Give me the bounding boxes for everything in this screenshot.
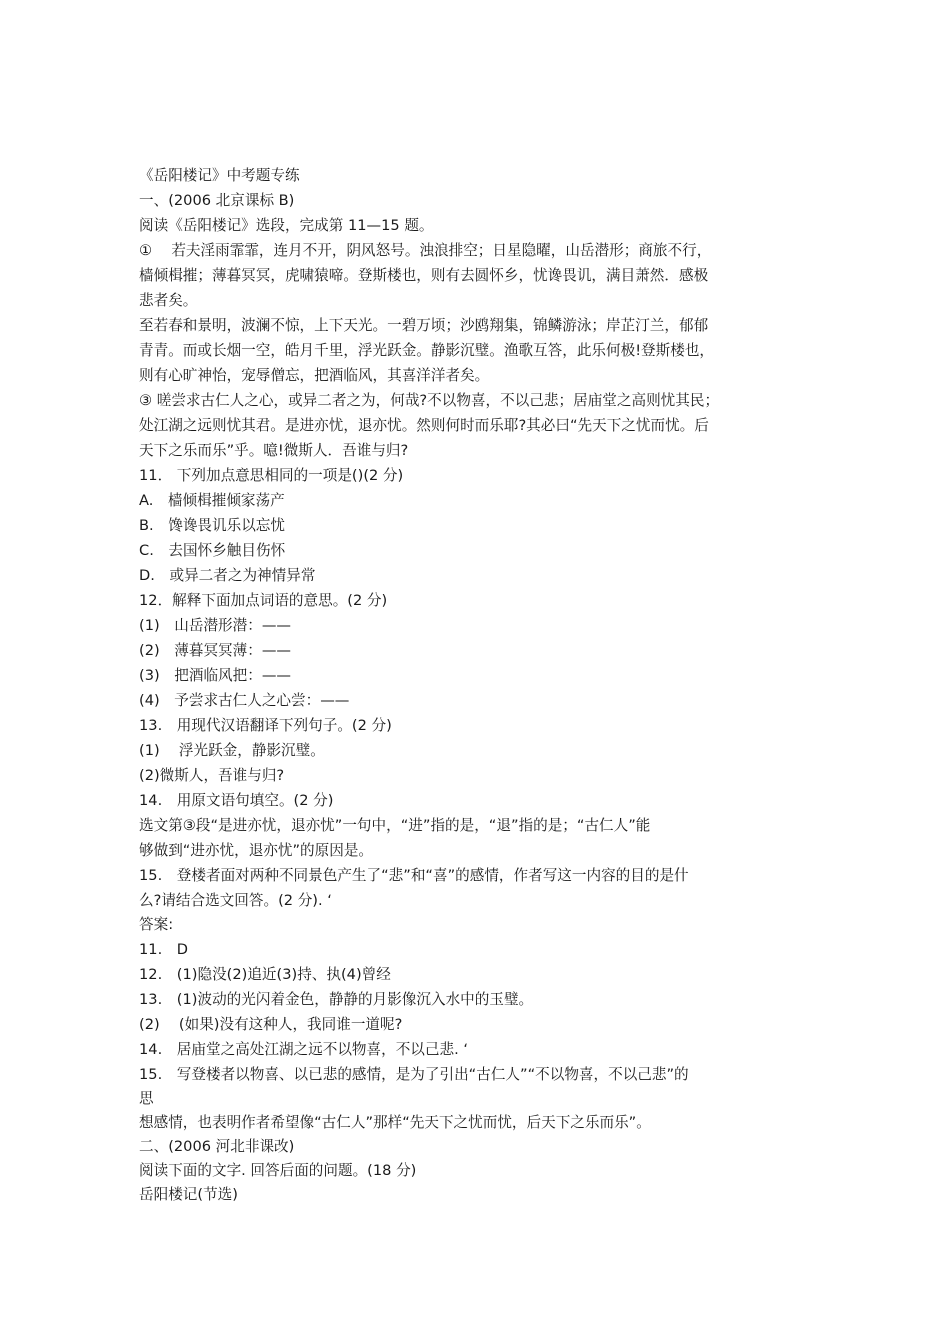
answer-12: 12. (1)隐没(2)追近(3)持、执(4)曾经 — [139, 966, 391, 983]
passage-line: 悲者矣。 — [139, 292, 198, 309]
option-d: D. 或异二者之为神情异常 — [139, 567, 316, 584]
section-heading: 一、(2006 北京课标 B) — [139, 192, 295, 209]
question-13-item: (1) 浮光跃金，静影沉璧。 — [139, 742, 325, 759]
question-15: 么?请结合选文回答。(2 分). ‘ — [139, 892, 332, 909]
passage-line: 至若春和景明，波澜不惊，上下天光。一碧万顷；沙鸥翔集，锦鳞游泳；岸芷汀兰，郁郁 — [139, 317, 709, 334]
option-b: B. 馋谗畏讥乐以忘忧 — [139, 517, 285, 534]
question-13: 13. 用现代汉语翻译下列句子。(2 分) — [139, 717, 392, 734]
question-12-item: (3) 把酒临风把：—— — [139, 667, 292, 684]
option-a: A. 樯倾楫摧倾家荡产 — [139, 492, 285, 509]
question-12-item: (1) 山岳潜形潜：—— — [139, 617, 292, 634]
question-12-item: (4) 予尝求古仁人之心尝：—— — [139, 692, 350, 709]
question-12-item: (2) 薄暮冥冥薄：—— — [139, 642, 292, 659]
answer-13: (2) (如果)没有这种人，我同谁一道呢? — [139, 1016, 403, 1033]
passage-line: 天下之乐而乐”乎。噫!微斯人．吾谁与归? — [139, 442, 409, 459]
question-14: 14. 用原文语句填空。(2 分) — [139, 792, 334, 809]
answer-14: 14. 居庙堂之高处江湖之远不以物喜，不以己悲. ‘ — [139, 1041, 469, 1058]
passage-line: 则有心旷神怡，宠辱僧忘，把酒临风，其喜洋洋者矣。 — [139, 367, 490, 384]
section-heading: 二、(2006 河北非课改) — [139, 1138, 295, 1155]
answer-15: 想感情，也表明作者希望像“古仁人”那样“先天下之忧而忧，后天下之乐而乐”。 — [139, 1114, 651, 1131]
passage-title: 岳阳楼记(节选) — [139, 1186, 238, 1203]
question-14-text: 够做到“进亦忧，退亦忧”的原因是。 — [139, 842, 374, 859]
answer-15: 思 — [139, 1090, 154, 1107]
question-12: 12．解释下面加点词语的意思。(2 分) — [139, 592, 388, 609]
question-14-text: 选文第③段“是进亦忧，退亦忧”一句中，“进”指的是，“退”指的是；“古仁人”能 — [139, 817, 651, 834]
passage-line: 樯倾楫摧；薄暮冥冥，虎啸猿啼。登斯楼也，则有去圆怀乡，忧谗畏讥，满目萧然．感极 — [139, 267, 709, 284]
passage-line: ③ 嗟尝求古仁人之心，或异二者之为，何哉?不以物喜，不以己悲；居庙堂之高则忧其民； — [139, 392, 720, 409]
answer-11: 11. D — [139, 941, 189, 958]
passage-line: 青青。而或长烟一空，皓月千里，浮光跃金。静影沉璧。渔歌互答，此乐何极!登斯楼也， — [139, 342, 715, 359]
question-11: 11． 下列加点意思相同的一项是()(2 分) — [139, 467, 404, 484]
instruction: 阅读下面的文字. 回答后面的问题。(18 分) — [139, 1162, 417, 1179]
question-13-item: (2)微斯人，吾谁与归? — [139, 767, 285, 784]
question-15: 15. 登楼者面对两种不同景色产生了“悲”和“喜”的感情，作者写这一内容的目的是什 — [139, 867, 689, 884]
option-c: C. 去国怀乡触目伤怀 — [139, 542, 286, 559]
document-page — [139, 163, 819, 1207]
doc-title: 《岳阳楼记》中考题专练 — [139, 167, 300, 184]
answer-heading: 答案: — [139, 916, 174, 933]
answer-13: 13. (1)波动的光闪着金色，静静的月影像沉入水中的玉璧。 — [139, 991, 534, 1008]
instruction: 阅读《岳阳楼记》选段，完成第 11—15 题。 — [139, 217, 434, 234]
passage-line: ① 若夫淫雨霏霏，连月不开，阴风怒号。浊浪排空；日星隐曜，山岳潜形；商旅不行， — [139, 242, 712, 259]
answer-15: 15. 写登楼者以物喜、以已悲的感情，是为了引出“古仁人”“不以物喜，不以己悲”的 — [139, 1066, 689, 1083]
passage-line: 处江湖之远则忧其君。是进亦忧，退亦忧。然则何时而乐耶?其必曰“先天下之忧而忧。后 — [139, 417, 709, 434]
